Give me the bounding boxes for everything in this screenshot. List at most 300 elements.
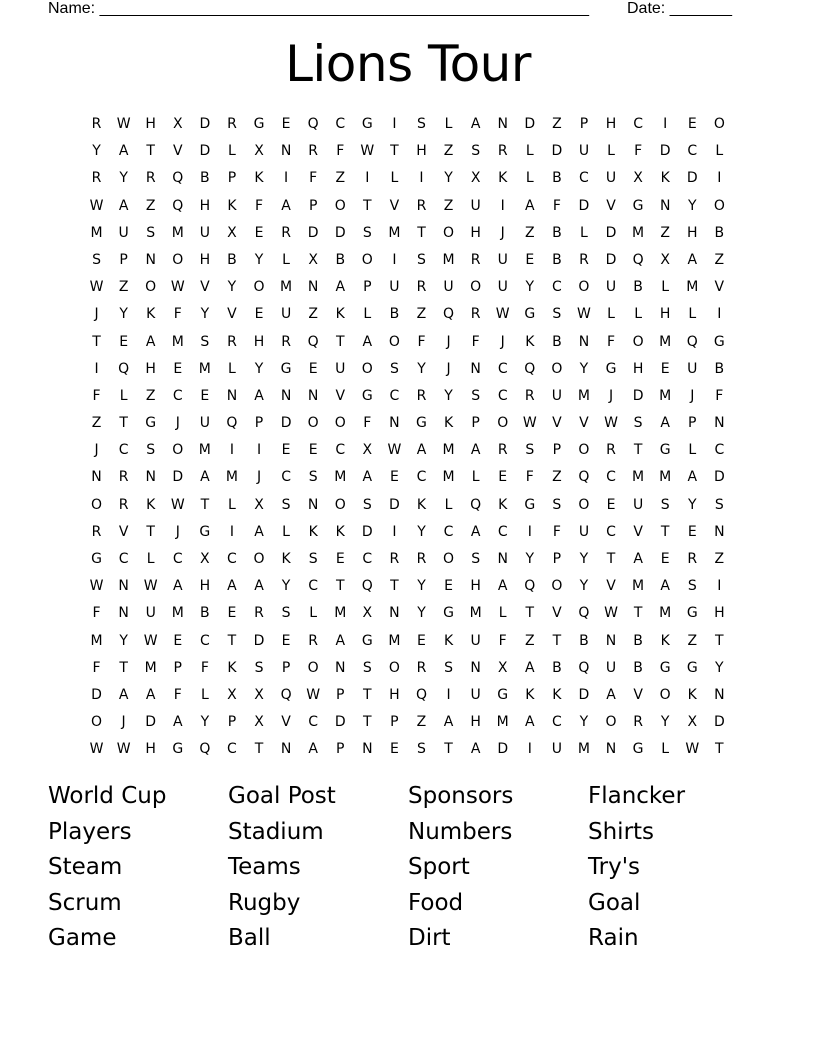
grid-letter: F <box>92 605 101 622</box>
grid-letter: Y <box>417 523 426 540</box>
grid-letter: G <box>713 333 725 350</box>
grid-letter: L <box>715 143 724 160</box>
grid-letter: W <box>522 415 537 432</box>
grid-row <box>83 682 733 709</box>
grid-letter: Y <box>444 387 453 404</box>
grid-letter: G <box>632 197 644 214</box>
grid-letter: O <box>172 251 184 268</box>
grid-letter: V <box>633 523 643 540</box>
grid-letter: T <box>525 605 535 622</box>
grid-letter: A <box>172 578 183 595</box>
grid-letter: H <box>659 306 671 323</box>
grid-letter: Y <box>715 659 724 676</box>
grid-letter: E <box>417 632 426 649</box>
grid-letter: V <box>281 714 291 731</box>
grid-letter: U <box>389 279 400 296</box>
grid-letter: J <box>94 442 99 459</box>
grid-letter: A <box>254 578 264 595</box>
grid-letter: P <box>579 116 589 132</box>
grid-letter: H <box>632 360 644 377</box>
grid-letter: R <box>281 224 291 241</box>
grid-letter: E <box>281 442 291 459</box>
grid-letter: I <box>365 170 370 187</box>
grid-letter: W <box>387 442 402 459</box>
grid-letter: S <box>308 469 318 486</box>
grid-letter: R <box>497 442 508 459</box>
grid-letter: A <box>470 523 481 540</box>
grid-letter: R <box>389 551 400 567</box>
grid-letter: N <box>91 469 102 486</box>
grid-letter: W <box>89 578 104 595</box>
grid-letter: K <box>498 170 508 187</box>
grid-letter: R <box>416 197 427 214</box>
grid-letter: P <box>336 686 345 703</box>
grid-letter: T <box>552 632 562 649</box>
grid-letter: P <box>336 741 345 758</box>
grid-letter: U <box>443 279 454 296</box>
grid-letter: P <box>552 442 562 459</box>
grid-letter: B <box>552 224 562 241</box>
grid-letter: M <box>659 333 672 350</box>
grid-letter: U <box>470 632 481 649</box>
grid-letter: Y <box>444 170 453 187</box>
grid-letter: N <box>389 415 400 432</box>
word-bank-item: Numbers <box>408 818 513 845</box>
grid-letter: K <box>525 686 535 703</box>
grid-letter: L <box>607 306 615 323</box>
grid-letter: Z <box>145 197 156 214</box>
grid-letter: L <box>119 387 128 404</box>
grid-letter: O <box>578 442 590 459</box>
grid-letter: F <box>552 523 561 540</box>
grid-letter: N <box>307 279 319 296</box>
grid-letter: Y <box>200 714 210 731</box>
grid-letter: E <box>308 360 318 377</box>
grid-letter: S <box>362 224 372 241</box>
grid-letter: D <box>389 496 400 513</box>
grid-letter: A <box>497 578 508 595</box>
grid-letter: S <box>362 496 372 513</box>
grid-row <box>83 655 733 682</box>
grid-letter: X <box>200 551 210 567</box>
grid-row <box>83 464 733 491</box>
grid-letter: G <box>361 632 373 649</box>
grid-row <box>83 165 733 192</box>
grid-letter: P <box>119 251 128 268</box>
grid-letter: J <box>690 387 695 404</box>
grid-letter: W <box>170 279 185 296</box>
grid-letter: L <box>228 143 236 160</box>
grid-letter: M <box>632 578 645 595</box>
word-bank-item: World Cup <box>48 783 167 809</box>
grid-letter: A <box>443 714 454 731</box>
grid-letter: G <box>416 415 427 432</box>
grid-letter: E <box>687 116 697 132</box>
grid-letter: S <box>552 306 562 323</box>
grid-letter: A <box>281 197 291 214</box>
grid-letter: V <box>227 306 237 323</box>
grid-letter: X <box>254 143 264 160</box>
grid-letter: F <box>634 143 643 160</box>
grid-letter: H <box>714 605 725 622</box>
grid-letter: Y <box>579 714 589 731</box>
grid-letter: U <box>145 605 156 622</box>
grid-letter: A <box>254 387 264 404</box>
grid-letter: E <box>254 224 264 241</box>
grid-letter: U <box>578 523 590 540</box>
grid-letter: P <box>471 415 480 432</box>
grid-letter: K <box>146 496 156 513</box>
grid-letter: M <box>577 387 590 404</box>
grid-letter: N <box>470 659 481 676</box>
grid-letter: A <box>687 251 698 268</box>
grid-letter: O <box>659 686 671 703</box>
grid-letter: W <box>604 605 618 622</box>
grid-letter: U <box>578 143 590 160</box>
grid-letter: Y <box>525 551 535 567</box>
grid-letter: O <box>551 360 563 377</box>
grid-letter: F <box>309 170 318 187</box>
word-bank-item: Goal <box>588 889 641 916</box>
grid-row <box>83 220 733 247</box>
grid-letter: Y <box>417 605 426 622</box>
grid-letter: B <box>633 632 643 649</box>
grid-letter: H <box>470 714 481 731</box>
grid-letter: X <box>687 714 698 731</box>
grid-letter: A <box>660 578 670 595</box>
grid-letter: E <box>606 496 616 513</box>
grid-letter: I <box>284 170 289 187</box>
grid-letter: S <box>714 496 724 513</box>
grid-letter: T <box>335 578 345 595</box>
grid-letter: M <box>334 605 347 622</box>
grid-letter: O <box>605 714 617 731</box>
date-field-label: Date: _______ <box>627 0 732 17</box>
grid-letter: W <box>495 306 510 323</box>
grid-letter: I <box>717 170 722 187</box>
grid-letter: Q <box>118 360 130 377</box>
grid-letter: D <box>713 714 725 731</box>
grid-letter: Y <box>227 279 237 296</box>
grid-letter: Q <box>443 306 455 323</box>
grid-letter: X <box>227 686 237 703</box>
grid-letter: L <box>200 686 209 703</box>
grid-letter: F <box>336 143 345 160</box>
grid-letter: E <box>308 442 318 459</box>
grid-row <box>83 709 733 736</box>
grid-letter: O <box>551 578 563 595</box>
grid-letter: A <box>660 415 670 432</box>
grid-letter: O <box>713 197 725 214</box>
grid-letter: H <box>605 116 617 132</box>
grid-letter: G <box>659 442 671 459</box>
grid-letter: C <box>606 523 616 540</box>
grid-letter: U <box>605 170 617 187</box>
grid-letter: B <box>200 605 210 622</box>
grid-letter: N <box>497 551 508 567</box>
grid-letter: S <box>633 415 643 432</box>
grid-row <box>83 329 733 356</box>
grid-letter: N <box>280 143 292 160</box>
word-bank-item: Goal Post <box>228 783 336 809</box>
grid-letter: L <box>661 741 670 758</box>
grid-letter: U <box>497 251 508 268</box>
grid-letter: P <box>281 659 291 676</box>
grid-letter: F <box>173 686 182 703</box>
grid-letter: N <box>659 197 671 214</box>
grid-row <box>83 111 733 138</box>
grid-letter: T <box>200 496 210 513</box>
grid-letter: M <box>171 224 184 241</box>
grid-letter: G <box>659 659 671 676</box>
grid-letter: J <box>175 415 180 432</box>
grid-letter: N <box>335 659 346 676</box>
grid-letter: M <box>442 469 455 486</box>
grid-letter: Q <box>172 170 184 187</box>
grid-letter: Z <box>524 224 535 241</box>
grid-letter: R <box>416 387 427 404</box>
grid-letter: L <box>471 469 480 486</box>
grid-letter: E <box>254 306 264 323</box>
grid-letter: Z <box>660 224 670 241</box>
grid-letter: A <box>145 333 156 350</box>
grid-letter: P <box>552 551 562 567</box>
grid-letter: M <box>496 714 509 731</box>
grid-letter: X <box>254 686 264 703</box>
grid-letter: O <box>253 551 265 567</box>
grid-letter: C <box>579 170 589 187</box>
grid-letter: M <box>442 251 455 268</box>
grid-letter: P <box>173 659 182 676</box>
grid-letter: W <box>360 143 375 160</box>
grid-row <box>83 274 733 301</box>
grid-letter: Z <box>714 251 725 268</box>
grid-letter: C <box>497 360 508 377</box>
grid-letter: I <box>500 197 505 214</box>
grid-letter: R <box>308 143 319 160</box>
grid-letter: M <box>90 224 103 241</box>
grid-letter: C <box>389 387 400 404</box>
grid-letter: K <box>498 496 508 513</box>
grid-letter: I <box>392 116 397 132</box>
grid-letter: W <box>577 306 591 323</box>
grid-letter: M <box>334 469 347 486</box>
grid-letter: R <box>524 387 535 404</box>
grid-letter: X <box>633 170 643 187</box>
grid-letter: D <box>497 741 509 758</box>
grid-letter: L <box>282 251 290 268</box>
grid-letter: D <box>578 197 590 214</box>
grid-letter: N <box>605 741 617 758</box>
grid-letter: F <box>92 387 101 404</box>
grid-letter: E <box>389 741 399 758</box>
grid-letter: W <box>116 116 131 132</box>
grid-letter: S <box>254 659 264 676</box>
grid-letter: Y <box>119 306 128 323</box>
grid-letter: H <box>145 360 156 377</box>
grid-row <box>83 383 733 410</box>
grid-letter: P <box>227 170 237 187</box>
word-bank-item: Food <box>408 889 464 916</box>
grid-letter: R <box>497 143 508 160</box>
grid-letter: R <box>281 333 291 350</box>
grid-letter: S <box>660 496 670 513</box>
grid-letter: Z <box>118 279 129 296</box>
grid-letter: F <box>92 659 101 676</box>
grid-letter: A <box>254 523 264 540</box>
grid-letter: E <box>389 469 399 486</box>
grid-letter: M <box>442 442 455 459</box>
grid-row <box>83 736 733 763</box>
grid-letter: I <box>419 170 424 187</box>
grid-letter: E <box>227 605 237 622</box>
grid-letter: C <box>551 279 562 296</box>
grid-letter: I <box>94 360 99 377</box>
word-bank-item: Shirts <box>588 818 655 845</box>
grid-letter: B <box>714 360 725 377</box>
grid-letter: O <box>307 659 319 676</box>
grid-letter: F <box>173 306 182 323</box>
grid-letter: O <box>145 279 157 296</box>
grid-letter: D <box>361 523 373 540</box>
grid-letter: Y <box>417 360 426 377</box>
grid-letter: P <box>308 197 318 214</box>
grid-letter: S <box>146 442 156 459</box>
grid-letter: H <box>199 251 211 268</box>
grid-letter: A <box>525 659 535 676</box>
grid-letter: K <box>552 686 562 703</box>
grid-letter: M <box>225 469 238 486</box>
grid-letter: D <box>578 686 590 703</box>
grid-letter: S <box>417 741 426 758</box>
grid-letter: A <box>308 741 318 758</box>
grid-letter: H <box>145 741 156 758</box>
grid-letter: T <box>633 605 643 622</box>
grid-letter: D <box>199 143 211 160</box>
grid-letter: W <box>143 632 158 649</box>
grid-row <box>83 437 733 464</box>
grid-letter: C <box>416 469 427 486</box>
grid-letter: M <box>469 605 482 622</box>
grid-letter: T <box>92 333 101 350</box>
word-bank-item: Flancker <box>588 783 686 809</box>
grid-letter: M <box>632 469 645 486</box>
grid-letter: Q <box>172 197 184 214</box>
grid-letter: I <box>717 306 722 323</box>
grid-letter: V <box>606 578 616 595</box>
grid-letter: K <box>443 415 454 432</box>
grid-letter: S <box>417 251 426 268</box>
grid-letter: N <box>145 251 156 268</box>
grid-letter: G <box>199 523 211 540</box>
grid-letter: Q <box>307 116 319 132</box>
grid-letter: L <box>309 605 318 622</box>
grid-letter: Z <box>145 387 156 404</box>
grid-letter: B <box>552 659 562 676</box>
grid-letter: Q <box>361 578 373 595</box>
grid-letter: Z <box>308 306 318 323</box>
grid-letter: D <box>713 469 725 486</box>
grid-letter: T <box>119 415 128 432</box>
grid-letter: K <box>416 496 427 513</box>
grid-row <box>83 492 733 519</box>
grid-letter: Y <box>579 360 589 377</box>
grid-letter: E <box>444 578 453 595</box>
grid-letter: H <box>199 197 211 214</box>
grid-letter: Q <box>578 469 590 486</box>
grid-letter: Q <box>307 333 319 350</box>
grid-row <box>83 301 733 328</box>
grid-letter: A <box>470 741 481 758</box>
grid-letter: A <box>606 686 616 703</box>
grid-letter: E <box>335 551 345 567</box>
grid-letter: M <box>577 741 590 758</box>
grid-letter: O <box>361 251 373 268</box>
grid-letter: J <box>256 469 262 486</box>
grid-letter: L <box>146 551 155 567</box>
grid-letter: E <box>119 333 129 350</box>
grid-letter: L <box>607 143 615 160</box>
grid-letter: T <box>363 197 372 214</box>
grid-letter: T <box>390 143 399 160</box>
grid-letter: B <box>633 659 643 676</box>
grid-letter: G <box>524 306 536 323</box>
grid-letter: C <box>497 523 508 540</box>
grid-letter: R <box>118 496 129 513</box>
grid-letter: M <box>388 632 401 649</box>
grid-letter: O <box>443 224 455 241</box>
grid-letter: S <box>92 251 101 268</box>
grid-letter: F <box>552 197 561 214</box>
grid-letter: C <box>118 442 129 459</box>
grid-letter: N <box>714 415 725 432</box>
word-bank-item: Rugby <box>228 889 301 916</box>
grid-letter: N <box>307 387 319 404</box>
grid-letter: D <box>659 143 671 160</box>
letter-grid <box>83 111 733 764</box>
grid-letter: S <box>444 659 453 676</box>
grid-letter: X <box>497 659 508 676</box>
grid-letter: F <box>525 469 534 486</box>
grid-letter: M <box>686 279 699 296</box>
grid-letter: E <box>173 632 183 649</box>
grid-letter: X <box>172 116 183 132</box>
word-bank-item: Sponsors <box>408 783 514 809</box>
grid-letter: H <box>470 578 481 595</box>
grid-letter: H <box>253 333 265 350</box>
grid-letter: O <box>91 496 103 513</box>
grid-letter: O <box>632 333 644 350</box>
grid-letter: L <box>390 170 399 187</box>
grid-letter: D <box>605 224 617 241</box>
grid-letter: O <box>361 360 373 377</box>
grid-letter: W <box>89 741 104 758</box>
grid-letter: D <box>524 116 536 132</box>
word-bank-item: Try's <box>588 854 641 881</box>
grid-letter: B <box>389 306 400 323</box>
grid-letter: K <box>687 686 697 703</box>
grid-letter: Y <box>579 551 589 567</box>
grid-letter: T <box>335 333 345 350</box>
grid-letter: K <box>227 659 237 676</box>
grid-letter: U <box>605 279 617 296</box>
grid-letter: V <box>552 415 562 432</box>
grid-letter: V <box>118 523 129 540</box>
grid-letter: J <box>94 306 99 323</box>
grid-letter: A <box>335 632 346 649</box>
grid-letter: Y <box>119 632 128 649</box>
grid-letter: A <box>525 714 535 731</box>
